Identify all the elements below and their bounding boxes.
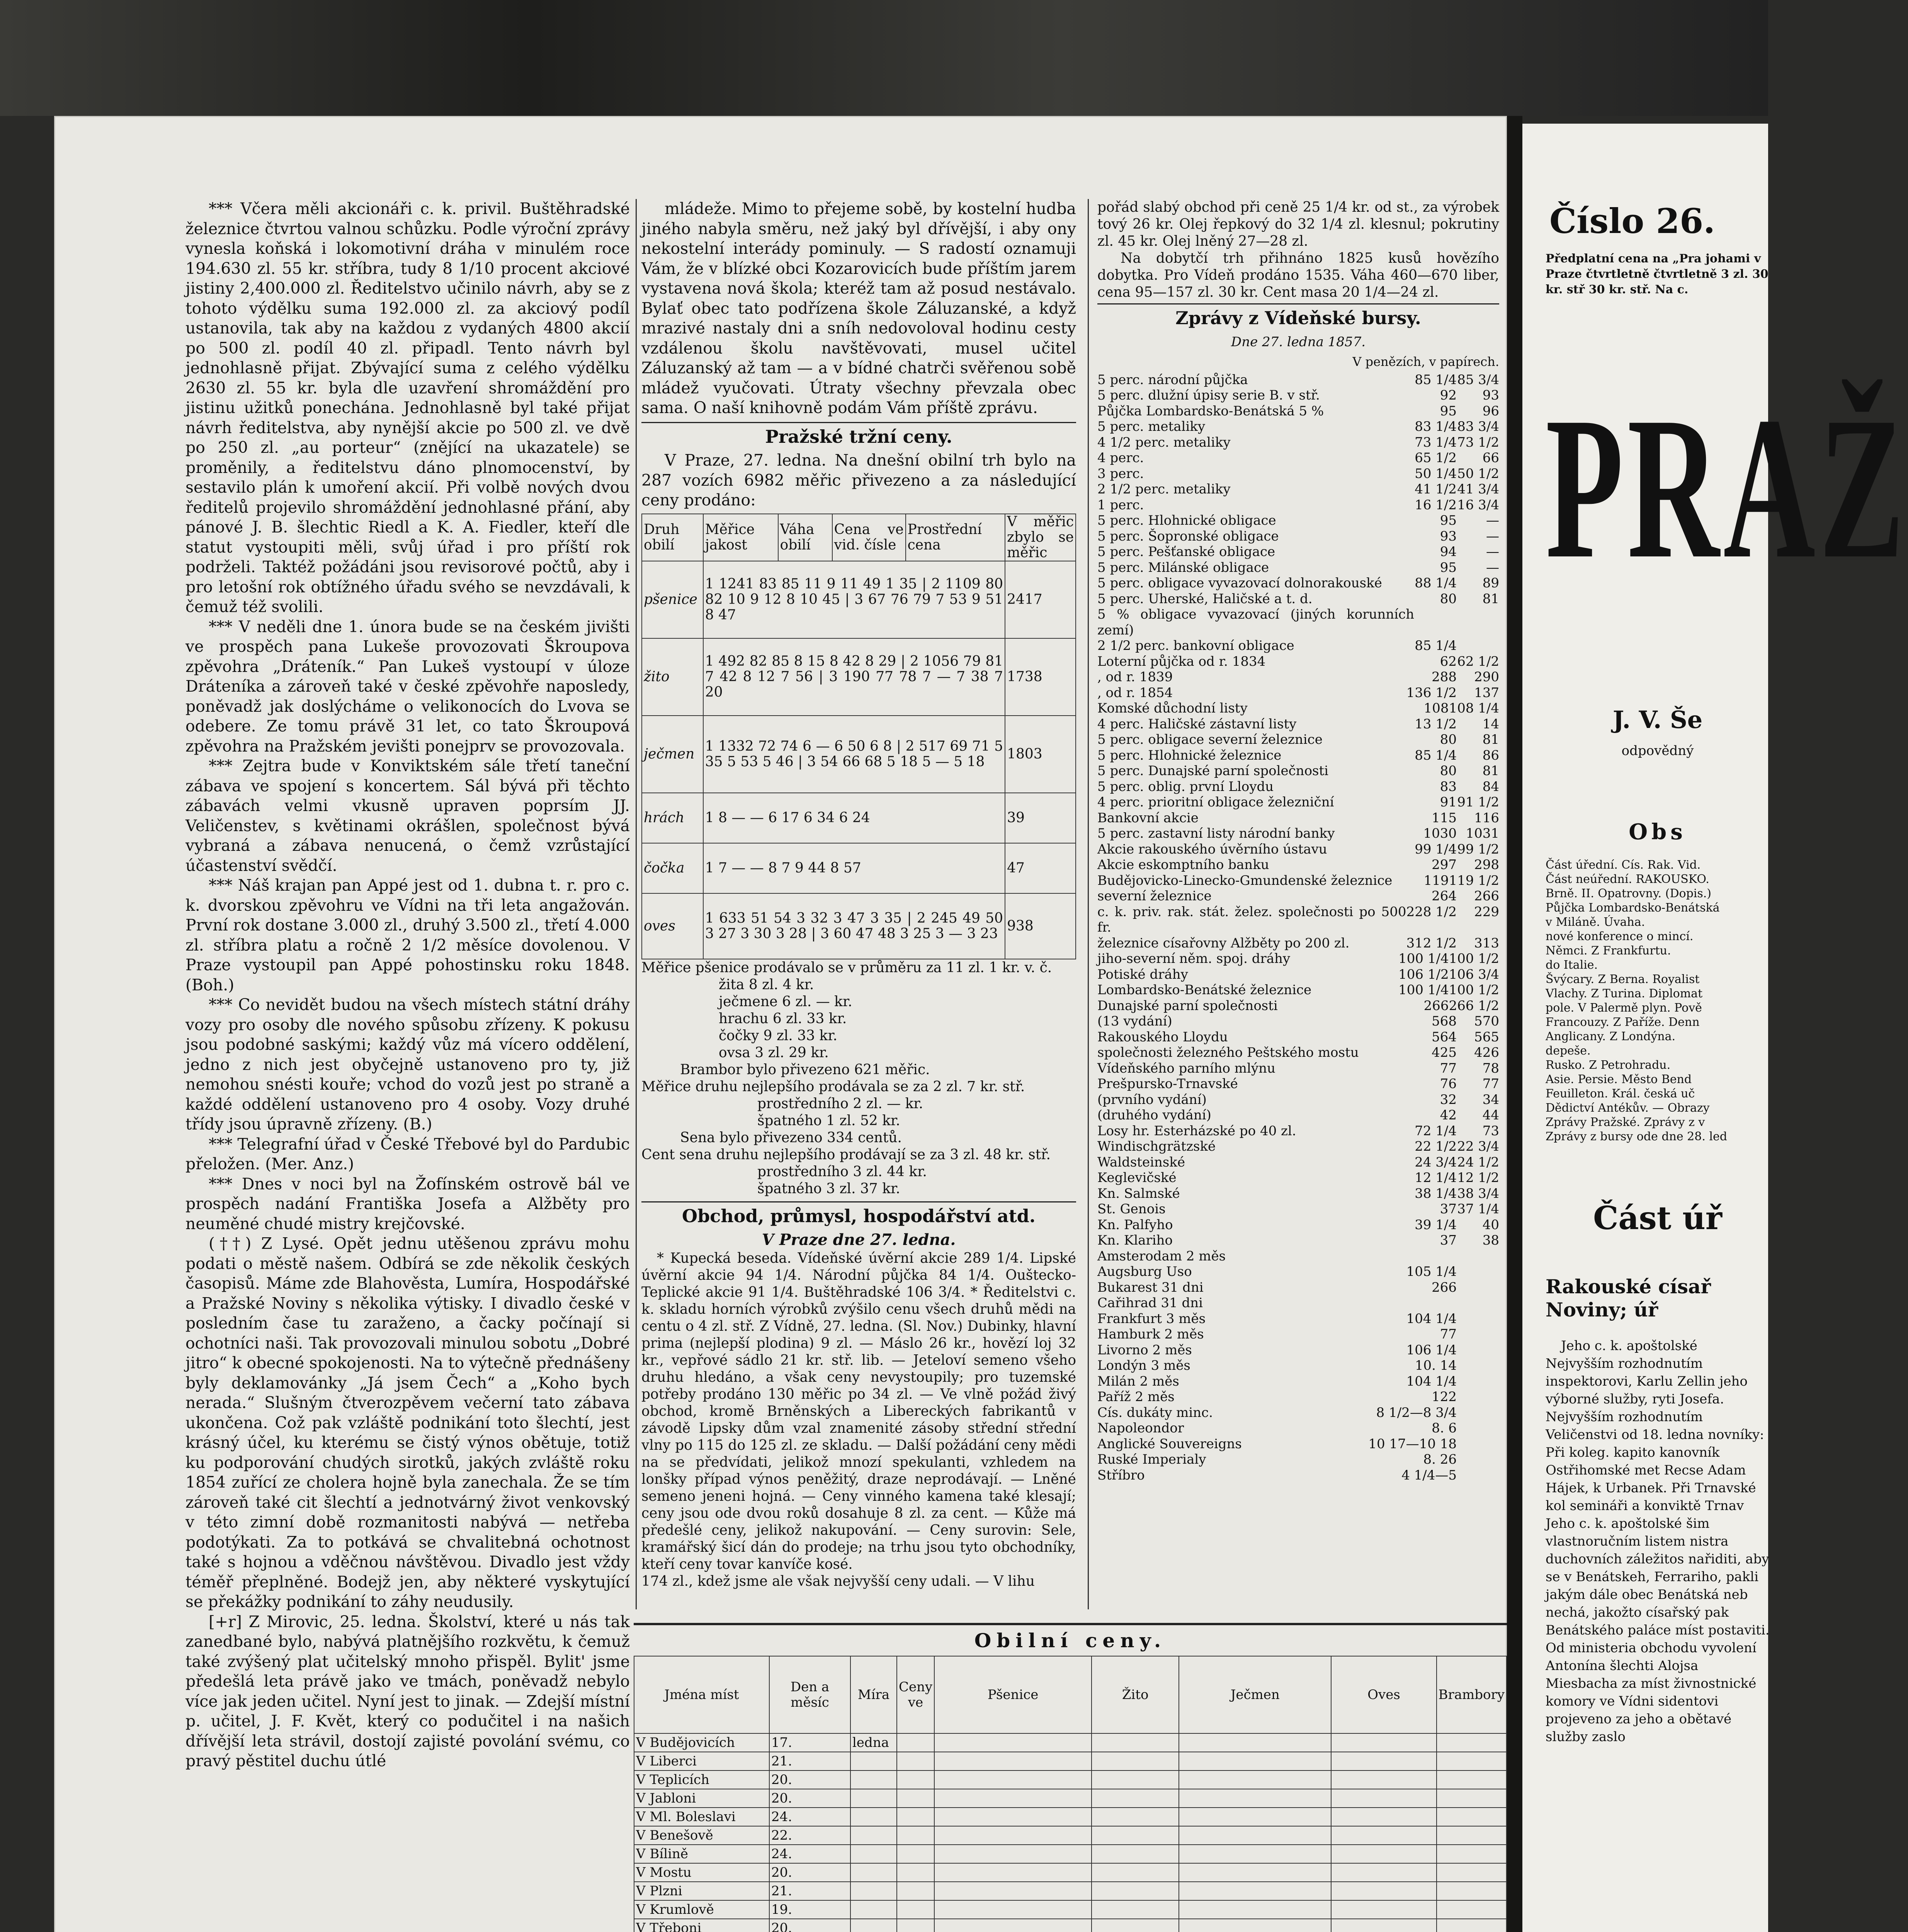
- table-header: V měřic zbylo se měřic: [1005, 514, 1076, 561]
- table-row: V Ml. Boleslavi 24.: [634, 1808, 1507, 1826]
- table-header: Ceny ve: [897, 1656, 934, 1733]
- bursa-row: (13 vydání) 568 570: [1097, 1014, 1499, 1029]
- bursa-row: Bankovní akcie 115 116: [1097, 810, 1499, 826]
- table-row: V Bílině 24.: [634, 1845, 1507, 1863]
- section-official-text: Jeho c. k. apoštolské Nejvyšším rozhodnutím inspektorovi, Karlu Zellin jeho výborné služby, ryti Josefa. Nejvyšším rozhodnutím Veličenstvi od 18. ledna novníky: Při koleg. kapito kanovník Ostřihomské met Recse Adam Hájek, k Urbanek. Při Trnavské kol semináři a konviktě Trnav Jeho c. k. apoštolské šim vlastnoručním listem nistra duchovních záležitos nařiditi, aby se v Benátskeh, Ferrariho, pakli jakým dále obec Benátská neb nechá, jakožto císařský pak Benátského paláce míst postaviti. Od ministeria obchodu vyvolení Antonína šlechti Alojsa Miesbacha za míst živnostnické komory ve Vídni sidentovi projeveno za jeho a obětavé služby zaslo: [1546, 1338, 1770, 1745]
- contents-item: Vlachy. Z Turina. Diplomat: [1546, 987, 1703, 1000]
- bursa-row: Rakouského Lloydu 564 565: [1097, 1029, 1499, 1045]
- table-header: Cena ve vid. čísle: [832, 514, 906, 561]
- bursa-row: Akcie rakouského úvěrního ústavu 99 1/4 99 1/2: [1097, 841, 1499, 857]
- table-header: Brambory: [1437, 1656, 1507, 1733]
- trade-cont: pořád slabý obchod při ceně 25 1/4 kr. od st., za výrobek tový 26 kr. Olej řepkový do 32 1/4 zl. klesnul; pokrutiny zl. 45 kr. Olej lněný 27—28 zl.: [1097, 199, 1499, 249]
- table-row: pšenice 1 1241 83 85 11 9 11 49 1 35 | 2 1109 80 82 10 9 12 8 10 45 | 3 67 76 79 7 53 9 51 8 47 2417: [642, 561, 1076, 638]
- bursa-row: severní železnice 264 266: [1097, 888, 1499, 904]
- bursa-row: 5 perc. obligace vyvazovací dolnorakouské 88 1/4 89: [1097, 575, 1499, 591]
- bursa-row: Akcie eskomptního banku 297 298: [1097, 857, 1499, 872]
- article-buštěhrad-railway: *** Včera měli akcionáři c. k. privil. Buštěhradské železnice čtvrtou valnou schůzku. Podle výroční zprávy vynesla koňská i lokomotivní dráha v minulém roce 194.630 zl. 55 kr. stříbra, tudy 8 1/10 procent akciové jistiny 2,400.000 zl. Ředitelstvo učinilo návrh, aby se z tohoto výdělku suma 192.000 zl. za akciový podíl ustanovila, tak aby na každou z vydaných 4800 akcií po 500 zl. podíl 40 zl. připadl. Tento návrh byl jednohlasně přijat. Zbývající suma z celého výdělku 2630 zl. 55 kr. byla dle uzavření shromáždění pro jistinu užitků ponechána. Jednohlasně byl také přijat návrh ředitelstva, aby nynější akcie po 500 zl. ve dvě po 250 zl. „au porteur“ (znějící na ukazatele) se proměnily, a ředitelstvu dáno plnomocenství, by sestavilo plán k umoření akcií. Při volbě nových dvou ředitelů projevilo shromáždění jednohlasné přání, aby pánové J. B. šlechtic Riedl a K. A. Fiedler, kteří dle statut vystoupiti měli, svůj úřad i pro příští rok podrželi. Taktéž požádáni jsou revisorové počtů, aby i pro letošní rok obtížného úřadu svého se nevzdávali, k čemuž též svolili.: [185, 199, 630, 616]
- masthead: PRAŽ: [1546, 375, 1908, 601]
- article-appe: *** Náš krajan pan Appé jest od 1. dubna t. r. pro c. k. dvorskou zpěvohru ve Vídni na tři leta angažován. První rok dostane 3.000 zl., druhý 3.500 zl., třetí 4.000 zl. stříbra platu a ročně 2 1/2 měsíce dovolenou. V Praze vystoupil pan Appé pohostinsku roku 1848. (Boh.): [185, 876, 630, 994]
- article-dratenik: *** V neděli dne 1. února bude se na českém jivišti ve prospěch pana Lukeše provozovati Škroupova zpěvohra „Dráteník.“ Pan Lukeš vystoupí v úloze Dráteníka a zároveň také v české zpěvohře naposledy, poněvadž jak doslýcháme o velikonocích do Lvova se odebere. Ze tomu právě 31 let, co tato Škroupová zpěvohra na Pražském jevišti ponejprv se provozovala.: [185, 617, 630, 755]
- contents-item: Němci. Z Frankfurtu.: [1546, 944, 1671, 957]
- table-header: Ječmen: [1179, 1656, 1331, 1733]
- bursa-row: Paříž 2 měs 122: [1097, 1389, 1457, 1405]
- table-header: Jména míst: [634, 1656, 769, 1733]
- contents-item: depeše.: [1546, 1044, 1591, 1058]
- bursa-row: Vídeňského parního mlýnu 77 78: [1097, 1060, 1499, 1076]
- editor-role: odpovědný: [1621, 743, 1694, 759]
- bursa-list: [1097, 372, 1499, 1483]
- bursa-row: 1 perc. 16 1/2 16 3/4: [1097, 497, 1499, 513]
- bursa-row: 5 perc. národní půjčka 85 1/4 85 3/4: [1097, 372, 1499, 388]
- contents-item: Zprávy z bursy ode dne 28. led: [1546, 1130, 1727, 1143]
- table-header: Oves: [1331, 1656, 1436, 1733]
- contents-item: Dědictví Antékův. — Obrazy: [1546, 1101, 1710, 1115]
- table-row: V Liberci 21.: [634, 1752, 1507, 1770]
- table-header: Měřice jakost: [703, 514, 778, 561]
- bursa-row: Livorno 2 měs 106 1/4: [1097, 1342, 1457, 1358]
- table-row: hrách 1 8 — — 6 17 6 34 6 24 39: [642, 793, 1076, 843]
- subscription-info: Předplatní cena na „Pra johami v Praze čtvrtletně čtvrtletně 3 zl. 30 kr. stř 30 kr. stř. Na c.: [1546, 252, 1769, 296]
- table-row: V Mostu 20.: [634, 1863, 1507, 1882]
- bursa-heading: Zprávy z Vídeňské bursy.: [1175, 308, 1421, 328]
- bursa-row: Amsterodam 2 měs: [1097, 1248, 1226, 1264]
- bursa-row: Augsburg Uso 105 1/4: [1097, 1264, 1457, 1279]
- contents-item: Anglicany. Z Londýna.: [1546, 1030, 1676, 1043]
- bursa-row: 5 perc. Pešťanské obligace 94 —: [1097, 544, 1499, 560]
- market-heading: Pražské tržní ceny.: [765, 426, 952, 447]
- trade-heading: Obchod, průmysl, hospodářství atd.: [682, 1205, 1036, 1226]
- contents-item: Asie. Persie. Město Bend: [1546, 1073, 1692, 1086]
- bursa-row: 5 perc. Šopronské obligace 93 —: [1097, 528, 1499, 544]
- bursa-row: c. k. priv. rak. stát. želez. společnosti po 500 fr. 228 1/2 229: [1097, 904, 1499, 935]
- table-header: Druh obilí: [642, 514, 703, 561]
- column-divider: [636, 199, 637, 1609]
- bursa-row: Budějovicko-Linecko-Gmundenské železnice 119 119 1/2: [1097, 872, 1499, 888]
- bursa-row: společnosti železného Peštského mostu 425 426: [1097, 1045, 1499, 1060]
- bursa-row: Lombardsko-Benátské železnice 100 1/4 100 1/2: [1097, 982, 1499, 998]
- column-2: [641, 199, 1076, 1590]
- bursa-row: Stříbro 4 1/4—5: [1097, 1467, 1457, 1483]
- bursa-row: 4 1/2 perc. metaliky 73 1/4 73 1/2: [1097, 434, 1499, 450]
- market-intro: V Praze, 27. ledna. Na dnešní obilní trh bylo na 287 vozích 6982 měřic přivezeno a za následující ceny prodáno:: [641, 451, 1076, 509]
- bursa-row: 5 perc. metaliky 83 1/4 83 3/4: [1097, 419, 1499, 434]
- trade-text-end: 174 zl., kdež jsme ale však nejvyšší ceny udali. — V lihu: [641, 1573, 1035, 1589]
- bursa-row: Napoleondor 8. 6: [1097, 1420, 1457, 1436]
- bursa-row: Dunajské parní společnosti 266 266 1/2: [1097, 998, 1499, 1014]
- bursa-row: jiho-severní něm. spoj. dráhy 100 1/4 100 1/2: [1097, 951, 1499, 966]
- bursa-columns: V penězích, v papírech.: [1352, 354, 1499, 369]
- bursa-row: 5 perc. zastavní listy národní banky 1030 1031: [1097, 826, 1499, 841]
- contents-item: Feuilleton. Král. česká uč: [1546, 1087, 1695, 1100]
- article-mirovice-cont: mládeže. Mimo to přejeme sobě, by kostelní hudba jiného nabyla směru, než jaký byl dřívější, i aby ony nekostelní interády pominuly. — S radostí oznamuji Vám, že v blízké obci Kozarovicích bude příštím jarem vystavena nová škola; kteréž tam až posud nestávalo. Bylať obec tato podřízena škole Záluzanské, a když mrazivé nastaly dni a sníh nedovoloval hodinu cesty vzdálenou školu navštěvovati, musel učitel Záluzanský až tam — a v bídné chatrči svěřenou sobě mládež vyučovati. Útraty všechny převzala obec sama. O naší knihovně podám Vám příště zprávu.: [641, 199, 1076, 417]
- table-header: Pšenice: [934, 1656, 1092, 1733]
- table-header: Den a měsíc: [769, 1656, 850, 1733]
- contents-title: Obs: [1629, 819, 1687, 845]
- bursa-row: 5 % obligace vyvazovací (jiných korunních zemí): [1097, 607, 1414, 638]
- contents-item: Francouzy. Z Paříže. Denn: [1546, 1015, 1700, 1029]
- contents-item: Švýcary. Z Berna. Royalist: [1546, 973, 1700, 986]
- table-row: V Třeboni 20.: [634, 1919, 1507, 1932]
- cattle-market: Na dobytčí trh přihnáno 1825 kusů hovězího dobytka. Pro Vídeň prodáno 1535. Váha 460—670 liber, cena 95—157 zl. 30 kr. Cent masa 20 1/4—24 zl.: [1097, 250, 1499, 300]
- contents-item: Půjčka Lombardsko-Benátská: [1546, 901, 1720, 915]
- issue-number: Číslo 26.: [1549, 201, 1715, 241]
- bursa-row: , od r. 1854 136 1/2 137: [1097, 685, 1499, 701]
- bursa-row: Losy hr. Esterházské po 40 zl. 72 1/4 73: [1097, 1123, 1499, 1139]
- market-table: [641, 514, 1076, 959]
- bursa-row: Loterní půjčka od r. 1834 62 62 1/2: [1097, 653, 1499, 669]
- column-3: [1097, 199, 1499, 1483]
- bursa-row: Kn. Klariho 37 38: [1097, 1233, 1499, 1248]
- bursa-row: Keglevičské 12 1/4 12 1/2: [1097, 1170, 1499, 1185]
- bursa-row: Waldsteinské 24 3/4 24 1/2: [1097, 1154, 1499, 1170]
- contents-item: v Miláně. Úvaha.: [1546, 915, 1645, 929]
- table-row: V Budějovicích 17. ledna: [634, 1733, 1507, 1752]
- next-page: [1522, 124, 1908, 1932]
- bursa-row: Hamburk 2 měs 77: [1097, 1327, 1457, 1342]
- bursa-row: 4 perc. 65 1/2 66: [1097, 450, 1499, 466]
- bursa-row: 5 perc. Hlohnické železnice 85 1/4 86: [1097, 747, 1499, 763]
- bursa-row: 4 perc. prioritní obligace železniční 91 91 1/2: [1097, 794, 1499, 810]
- contents-item: Brně. II. Opatrovny. (Dopis.): [1546, 887, 1712, 900]
- contents-item: Zprávy Pražské. Zprávy z v: [1546, 1116, 1705, 1129]
- bursa-row: Cís. dukáty minc. 8 1/2—8 3/4: [1097, 1405, 1457, 1420]
- bursa-row: Anglické Souvereigns 10 17—10 18: [1097, 1436, 1457, 1452]
- bursa-date: Dne 27. ledna 1857.: [1231, 334, 1366, 350]
- page-gutter: [1507, 116, 1522, 1932]
- section-official-title: Rakouské císař Noviny; úř: [1546, 1275, 1711, 1321]
- bursa-row: Prešpursko-Trnavské 76 77: [1097, 1076, 1499, 1092]
- bursa-row: Půjčka Lombardsko-Benátská 5 % 95 96: [1097, 403, 1499, 419]
- bursa-row: Potiské dráhy 106 1/2 106 3/4: [1097, 966, 1499, 982]
- bursa-row: 5 perc. dlužní úpisy serie B. v stř. 92 93: [1097, 388, 1499, 403]
- article-konvikt-dance: *** Zejtra bude v Konviktském sále třetí taneční zábava ve spojení s koncertem. Sál bývá při těchto zábavách velmi vkusně upraven poprsím JJ. Veličenstev, s květinami okrášlen, společnost bývá vybraná a zábava nenucená, o čemž vzrůstající účastenství svědčí.: [185, 757, 630, 875]
- article-zofin-ball: *** Dnes v noci byl na Žofínském ostrově bál ve prospěch nadání Františka Josefa a Alžběty pro neuměné chudé mistry krejčovské.: [185, 1174, 630, 1233]
- bursa-row: Komské důchodní listy 108 108 1/4: [1097, 701, 1499, 716]
- contents-item: do Italie.: [1546, 958, 1598, 972]
- bursa-row: Cařihrad 31 dni: [1097, 1295, 1203, 1311]
- contents-item: nové konference o mincí.: [1546, 930, 1694, 943]
- article-railway-carriages: *** Co nevidět budou na všech místech státní dráhy vozy pro osoby dle nového spůsobu zřízeny. K pokusu jsou podobné saskými; každý vůz má vícero oddělení, jedno z nich jest obyčejně ustanoveno pro ty, již nemohou snésti kouře; vchod do vozů jest po straně a každé oddělení ustanoveno pro 4 osoby. Vozy druhé třídy jsou úpravně zřízeny. (B.): [185, 995, 630, 1133]
- bursa-row: Kn. Salmské 38 1/4 38 3/4: [1097, 1185, 1499, 1201]
- bursa-row: (prvního vydání) 32 34: [1097, 1092, 1499, 1107]
- section-official: Část úř: [1593, 1200, 1722, 1237]
- bursa-row: Bukarest 31 dni 266: [1097, 1279, 1457, 1295]
- bursa-row: Kn. Palfyho 39 1/4 40: [1097, 1217, 1499, 1233]
- bursa-row: 3 perc. 50 1/4 50 1/2: [1097, 466, 1499, 481]
- bursa-row: (druhého vydání) 42 44: [1097, 1107, 1499, 1123]
- table-row: oves 1 633 51 54 3 32 3 47 3 35 | 2 245 49 50 3 27 3 30 3 28 | 3 60 47 48 3 25 3 — 3 23 938: [642, 893, 1076, 959]
- bursa-row: Windischgrätzské 22 1/2 22 3/4: [1097, 1139, 1499, 1154]
- table-row: ječmen 1 1332 72 74 6 — 6 50 6 8 | 2 517 69 71 5 35 5 53 5 46 | 3 54 66 68 5 18 5 — 5 18 1803: [642, 716, 1076, 793]
- bursa-row: Ruské Imperialy 8. 26: [1097, 1452, 1457, 1467]
- bursa-row: 2 1/2 perc. metaliky 41 1/2 41 3/4: [1097, 481, 1499, 497]
- bursa-row: St. Genois 37 37 1/4: [1097, 1201, 1499, 1217]
- contents-item: Část neúřední. RAKOUSKO.: [1546, 872, 1709, 886]
- article-telegraph: *** Telegrafní úřad v České Třebové byl do Pardubic přeložen. (Mer. Anz.): [185, 1134, 630, 1173]
- table-row: čočka 1 7 — — 8 7 9 44 8 57 47: [642, 843, 1076, 893]
- bursa-row: Milán 2 měs 104 1/4: [1097, 1373, 1457, 1389]
- table-row: V Benešově 22.: [634, 1826, 1507, 1845]
- column-divider: [1088, 199, 1089, 1609]
- bursa-row: 5 perc. obligace severní železnice 80 81: [1097, 732, 1499, 747]
- bursa-row: 4 perc. Haličské zástavní listy 13 1/2 14: [1097, 716, 1499, 732]
- table-row: žito 1 492 82 85 8 15 8 42 8 29 | 2 1056 79 81 7 42 8 12 7 56 | 3 190 77 78 7 — 7 38 7 20 1738: [642, 638, 1076, 716]
- grain-prices: [634, 1623, 1507, 1932]
- bursa-row: Frankfurt 3 měs 104 1/4: [1097, 1311, 1457, 1327]
- table-row: V Krumlově 19.: [634, 1900, 1507, 1919]
- scan-background-top: [0, 0, 1768, 116]
- grain-table: [634, 1656, 1507, 1932]
- grain-heading: Obilní ceny.: [974, 1629, 1167, 1652]
- bursa-row: 5 perc. Hlohnické obligace 95 —: [1097, 513, 1499, 528]
- bursa-row: 5 perc. oblig. první Lloydu 83 84: [1097, 779, 1499, 794]
- contents-item: Rusko. Z Petrohradu.: [1546, 1058, 1671, 1072]
- bursa-row: 5 perc. Milánské obligace 95 —: [1097, 560, 1499, 575]
- table-row: V Plzni 21.: [634, 1882, 1507, 1900]
- contents-list: [1546, 858, 1770, 1144]
- contents-item: pole. V Palermě plyn. Pově: [1546, 1001, 1702, 1015]
- trade-place: V Praze dne 27. ledna.: [762, 1231, 956, 1249]
- column-1: [185, 199, 630, 1771]
- bursa-row: Londýn 3 měs 10. 14: [1097, 1358, 1457, 1373]
- table-header: Váha obilí: [778, 514, 832, 561]
- bursa-row: 5 perc. Uherské, Haličské a t. d. 80 81: [1097, 591, 1499, 607]
- bursa-row: železnice císařovny Alžběty po 200 zl. 312 1/2 313: [1097, 935, 1499, 951]
- bursa-row: 2 1/2 perc. bankovní obligace 85 1/4: [1097, 638, 1457, 653]
- average-prices: Měřice pšenice prodávalo se v průměru za 11 zl. 1 kr. v. č. žita 8 zl. 4 kr. ječmene 6 zl. — kr. hrachu 6 zl. 33 kr. čočky 9 zl. 33 kr. ovsa 3 zl. 29 kr. Brambor bylo přivezeno 621 měřic. Měřice druhu nejlepšího prodávala se za 2 zl. 7 kr. stř. prostředního 2 zl. — kr. špatného 1 zl. 52 kr. Sena bylo přivezeno 334 centů. Cent sena druhu nejlepšího prodávají se za 3 zl. 48 kr. stř. prostředního 3 zl. 44 kr. špatného 3 zl. 37 kr.: [641, 959, 1052, 1197]
- editor-name: J. V. Še: [1612, 706, 1703, 734]
- table-row: V Teplicích 20.: [634, 1770, 1507, 1789]
- trade-text: * Kupecká beseda. Vídeňské úvěrní akcie 289 1/4. Lipské úvěrní akcie 94 1/4. Národní půjčka 84 1/4. Ouštecko-Teplické akcie 91 1/4. Buštěhradské 106 3/4. * Ředitelstvi c. k. skladu horních výrobků zvýšilo cenu všech druhů mědi na centu o 4 zl. stř. Z Vídně, 27. ledna. (Sl. Nov.) Dubinky, hlavní prima (nejlepší plodina) 9 zl. — Máslo 26 kr., hovězí loj 32 kr., vepřové sádlo 21 kr. stř. lib. — Jeteloví semeno všeho druhu hledáno, a však ceny nevystoupily; pro tuzemské potřeby prodáno 130 měřic po 34 zl. — Ve vlně požád živý obchod, kromě Brněnských a Libereckých fabrikantů v závodě Lipsky dům vzal znamenité zásoby střední střední vlny po 115 do 125 zl. ze skladu. — Další požádání ceny mědi na se předvídati, jelikož mnozí spekulanti, vzhledem na lonšky případ výnos peněžitý, draze neprodávají. — Lněné semeno jeneni hojná. — Ceny vinného kamena také klesají; ceny jsou ode dvou roků dosahuje 8 zl. za cent. — Kůže má předešlé ceny, jelikož nakupování. — Ceny surovin: Sele, kramářský šicí dán do prodeje; na trhu jsou tyto obchodníky, kteří ceny tovar kanvíče kosé.: [641, 1250, 1076, 1572]
- contents-item: Část úřední. Cís. Rak. Vid.: [1546, 858, 1701, 872]
- table-row: V Jabloni 20.: [634, 1789, 1507, 1808]
- table-header: Prostřední cena: [906, 514, 1005, 561]
- table-header: Míra: [850, 1656, 897, 1733]
- bursa-row: 5 perc. Dunajské parní společnosti 80 81: [1097, 763, 1499, 779]
- article-lysa: (††) Z Lysé. Opět jednu utěšenou zprávu mohu podati o městě našem. Odbírá se zde několik českých časopisů. Máme zde Blahověsta, Lumíra, Hospodářské a Pražské Noviny s několika výtisky. I divadlo české v posledním čase tu zaraženo, a čacky počínají si ochotníci naši. Tak provozovali minulou sobotu „Dobré jitro“ k obecné spokojenosti. Na to výtečně přednášeny byly deklamovánky „Já jsem Čech“ a „Koho bych nerada.“ Slušným čtverozpěvem večerní tato zábava ukončena. Což pak vzláště podnikání toto šlechtí, jest krásný účel, ku kterému se čistý výnos obětuje, totiž ku podporování chudých sirotků, jakých zvláště roku 1854 zuřící ze cholera hojně byla zanechala. Že se tím zároveň také cit šlechtí a jednotvárný život venkovský v této zimní době rozmanitosti nabývá — netřeba podotýkati. Za to potkává se chvalitebná ochotnost také s hojnou a vděčnou návštěvou. Divadlo jest vždy téměř přeplněné. Bodejž jen, aby některé vyskytující se překážky podnikání to záhy neudusily.: [185, 1234, 630, 1611]
- bursa-row: , od r. 1839 288 290: [1097, 669, 1499, 685]
- table-header: Žito: [1092, 1656, 1179, 1733]
- article-mirovice: [+r] Z Mirovic, 25. ledna. Školství, které u nás tak zanedbané bylo, nabývá platnějšího rozkvětu, k čemuž také zvýšený plat učitelský mnoho přispěl. Bylit' jsme předešlá leta právě jako ve tmách, poněvadž nebylo více jak jeden učitel. Nyní jest to jinak. — Zdejší místní p. učitel, J. F. Květ, který co podučitel i na našich dřívější leta strávil, dostojí zajisté povolání svému, co pravý pěstitel duchu útlé: [185, 1612, 630, 1770]
